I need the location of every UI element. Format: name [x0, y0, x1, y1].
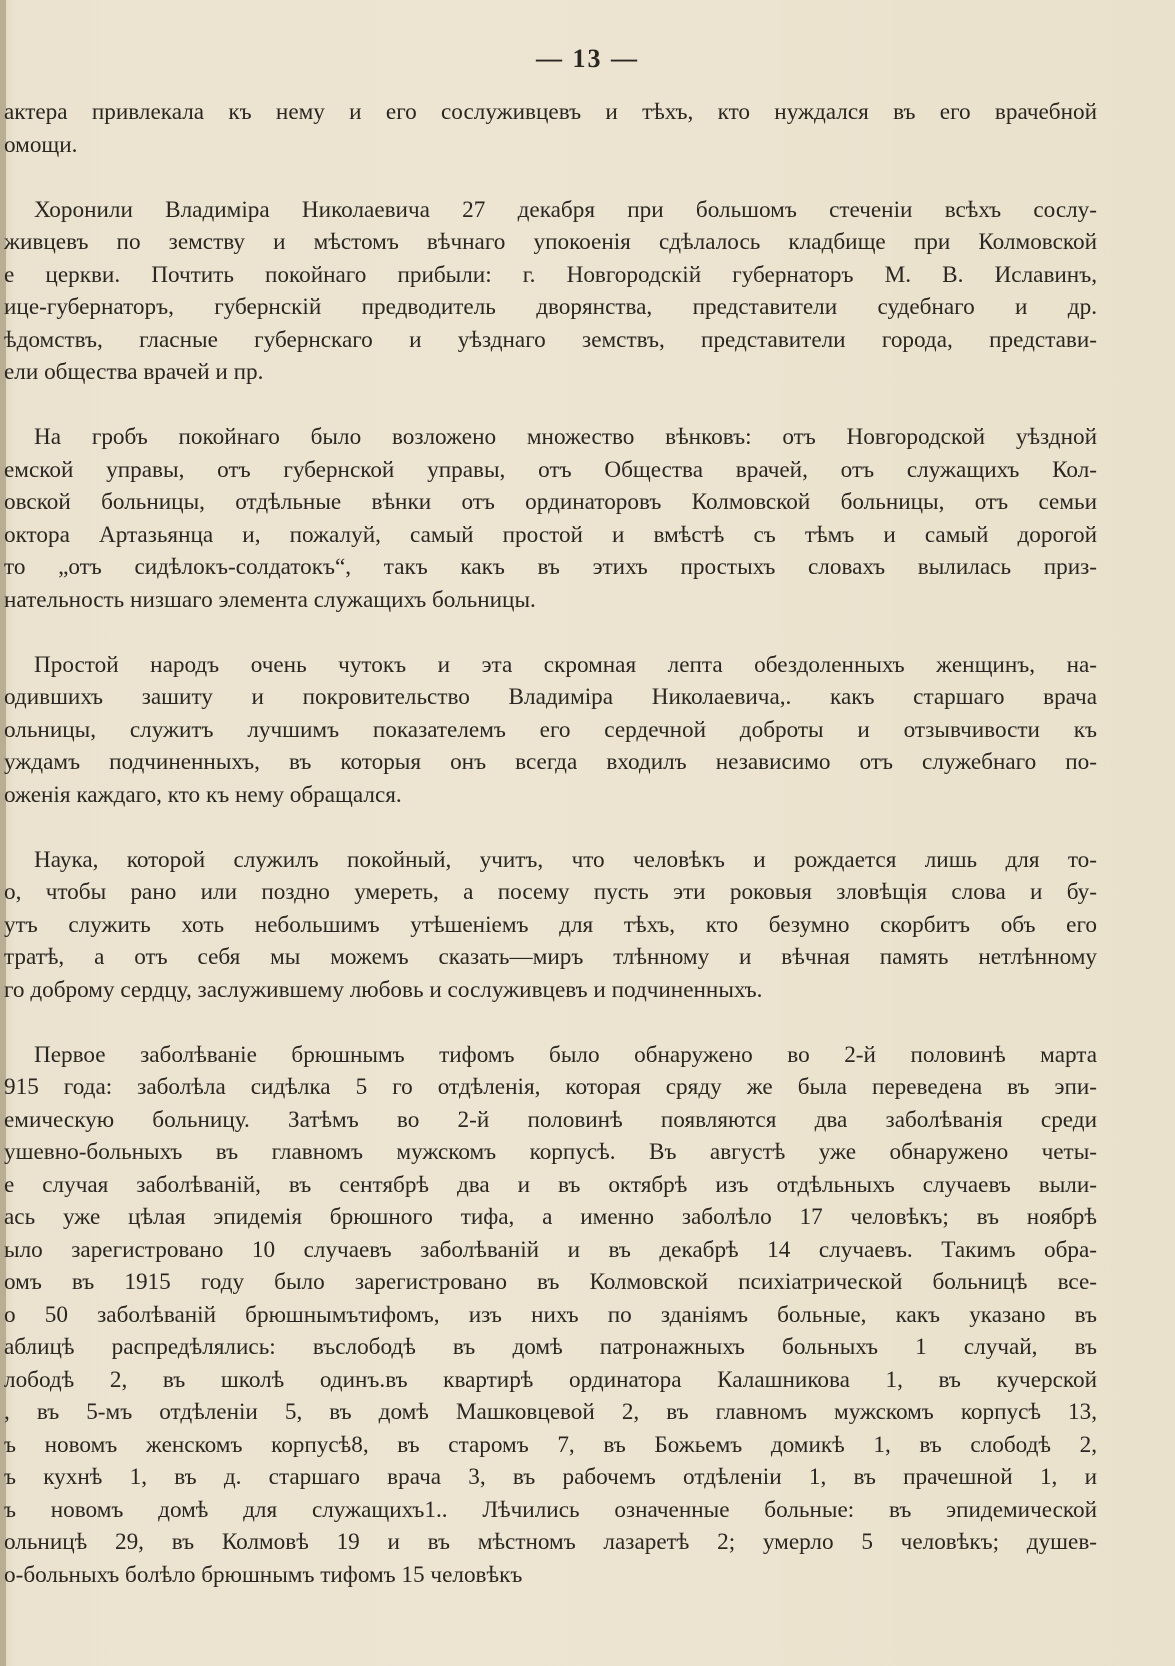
- text-line: омъ въ 1915 году было зарегистровано въ Колмовской психіатрической больницѣ все-: [4, 1269, 1097, 1295]
- paragraph-6: [0, 1039, 1097, 1592]
- text-line: Первое заболѣваніе брюшнымъ тифомъ было обнаружено во 2-й половинѣ марта: [34, 1041, 1097, 1068]
- text-line: овской больницы, отдѣльные вѣнки отъ ординаторовъ Колмовской больницы, отъ семьи: [4, 489, 1097, 515]
- text-line: то „отъ сидѣлокъ-солдатокъ“, такъ какъ въ этихъ простыхъ словахъ вылилась приз-: [4, 554, 1097, 580]
- text-line: ась уже цѣлая эпидемія брюшного тифа, а именно заболѣло 17 человѣкъ; въ ноябрѣ: [4, 1204, 1097, 1230]
- text-line: утъ служить хоть небольшимъ утѣшеніемъ для тѣхъ, кто безумно скорбитъ объ его: [4, 911, 1097, 938]
- paragraph-2: [0, 194, 1097, 389]
- text-line: одившихъ зашиту и покровительство Владиміра Николаевича,. какъ старшаго врача: [4, 684, 1097, 710]
- text-line: тратѣ, а отъ себя мы можемъ сказать—миръ тлѣнному и вѣчная память нетлѣнному: [4, 944, 1097, 970]
- text-line: аблицѣ распредѣлялись: въслободѣ въ домѣ патронажныхъ больныхъ 1 случай, въ: [4, 1334, 1097, 1360]
- body-text: [0, 96, 1097, 1624]
- text-line: ели общества врачей и пр.: [4, 359, 264, 385]
- text-line: ольницы, служитъ лучшимъ показателемъ его сердечной доброты и отзывчивости къ: [4, 716, 1097, 743]
- text-line: емской управы, отъ губернской управы, отъ Общества врачей, отъ служащихъ Кол-: [4, 456, 1097, 483]
- text-line: Простой народъ очень чутокъ и эта скромная лепта обездоленныхъ женщинъ, на-: [34, 651, 1097, 678]
- text-line: ъ новомъ домѣ для служащихъ1.. Лѣчились означенные больные: въ эпидемической: [4, 1496, 1097, 1523]
- text-line: лободѣ 2, въ школѣ одинъ.въ квартирѣ ординатора Калашникова 1, въ кучерской: [4, 1366, 1097, 1393]
- text-line: ице-губернаторъ, губернскій предводитель дворянства, представители судебнаго и др.: [4, 294, 1097, 320]
- text-line: о, чтобы рано или поздно умереть, а посему пусть эти роковыя зловѣщія слова и бу-: [4, 879, 1097, 905]
- text-line: На гробъ покойнаго было возложено множество вѣнковъ: отъ Новгородской уѣздной: [34, 424, 1097, 450]
- text-line: 915 года: заболѣла сидѣлка 5 го отдѣленія, которая сряду же была переведена въ эпи-: [4, 1074, 1097, 1100]
- text-line: омощи.: [4, 131, 78, 158]
- text-line: октора Артазьянца и, пожалуй, самый простой и вмѣстѣ съ тѣмъ и самый дорогой: [4, 521, 1097, 548]
- text-line: Наука, которой служилъ покойный, учитъ, что человѣкъ и рождается лишь для то-: [34, 846, 1097, 873]
- text-line: оженія каждаго, кто къ нему обращался.: [4, 781, 402, 808]
- paragraph-1: [0, 96, 1097, 161]
- text-line: ушевно-больныхъ въ главномъ мужскомъ корпусѣ. Въ августѣ уже обнаружено четы-: [4, 1139, 1097, 1165]
- text-line: ыло зарегистровано 10 случаевъ заболѣваній и въ декабрѣ 14 случаевъ. Такимъ обра-: [4, 1236, 1097, 1263]
- text-line: е церкви. Почтить покойнаго прибыли: г. Новгородскій губернаторъ М. В. Иславинъ,: [4, 261, 1097, 288]
- paragraph-3: [0, 421, 1097, 616]
- text-line: ъ кухнѣ 1, въ д. старшаго врача 3, въ рабочемъ отдѣленіи 1, въ прачешной 1, и: [4, 1464, 1097, 1490]
- text-line: актера привлекала къ нему и его сослуживцевъ и тѣхъ, кто нуждался въ его врачебной: [4, 99, 1097, 125]
- text-line: Хоронили Владиміра Николаевича 27 декабря при большомъ стеченіи всѣхъ сослу-: [34, 196, 1097, 223]
- text-line: ольницѣ 29, въ Колмовѣ 19 и въ мѣстномъ лазаретѣ 2; умерло 5 человѣкъ; душев-: [4, 1529, 1097, 1555]
- text-line: нательность низшаго элемента служащихъ больницы.: [4, 586, 536, 613]
- text-line: о-больныхъ болѣло брюшнымъ тифомъ 15 человѣкъ: [4, 1561, 523, 1588]
- paragraph-5: [0, 844, 1097, 1007]
- page-number: — 13 —: [536, 44, 639, 73]
- text-line: , въ 5-мъ отдѣленіи 5, въ домѣ Машковцевой 2, въ главномъ мужскомъ корпусѣ 13,: [4, 1399, 1097, 1425]
- text-line: живцевъ по земству и мѣстомъ вѣчнаго упокоенія сдѣлалось кладбище при Колмовской: [4, 229, 1097, 255]
- text-line: ѣдомствъ, гласные губернскаго и уѣзднаго земствъ, представители города, представи-: [4, 326, 1097, 353]
- text-line: уждамъ подчиненныхъ, въ которыя онъ всегда входилъ независимо отъ служебнаго по-: [4, 749, 1097, 775]
- text-line: ъ новомъ женскомъ корпусѣ8, въ старомъ 7, въ Божьемъ домикѣ 1, въ слободѣ 2,: [4, 1431, 1097, 1458]
- paragraph-4: [0, 649, 1097, 812]
- text-line: е случая заболѣваній, въ сентябрѣ два и въ октябрѣ изъ отдѣльныхъ случаевъ выли-: [4, 1171, 1097, 1198]
- text-line: емическую больницу. Затѣмъ во 2-й половинѣ появляются два заболѣванія среди: [4, 1106, 1097, 1133]
- text-line: о 50 заболѣваній брюшнымътифомъ, изъ нихъ по зданіямъ больные, какъ указано въ: [4, 1301, 1097, 1328]
- text-line: го доброму сердцу, заслужившему любовь и сослуживцевъ и подчиненныхъ.: [4, 976, 763, 1003]
